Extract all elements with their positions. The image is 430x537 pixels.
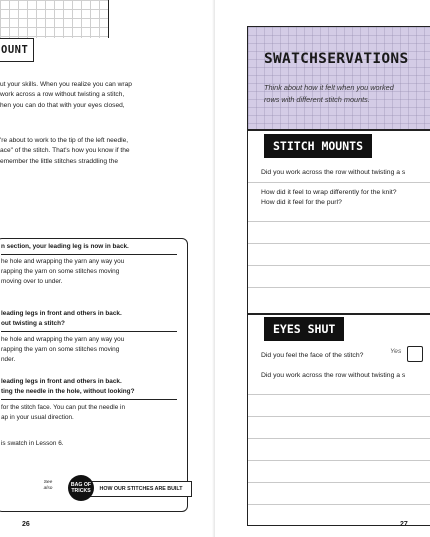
section-title-stitch-mounts: STITCH MOUNTS [264,134,372,158]
text-line: hen you can do that with your eyes closed, [0,101,125,109]
page-number: 27 [400,521,408,528]
text-line: ace" of the stitch. That's how you know if the [0,147,130,155]
graph-paper-header [0,0,109,38]
see-also-reference[interactable] [40,475,190,501]
yes-checkbox[interactable] [407,346,423,362]
text-line: ut your skills. When you realize you can wrap [0,81,132,88]
answer-line[interactable] [248,221,430,222]
title-panel [248,27,430,129]
divider [1,331,177,332]
answer-line[interactable] [248,460,430,461]
divider [248,129,430,131]
badge-line: TRICKS [71,488,91,495]
quiz-answer: nder. [1,356,16,363]
text-line: emember the little stitches straddling the [0,157,119,165]
answer-line[interactable] [248,265,430,266]
see-also-label: See also [43,480,53,491]
divider [248,313,430,315]
answer-line[interactable] [248,482,430,483]
question-text: Did you work across the row without twisting a s [261,372,406,379]
intro-paragraph-2 [0,136,200,167]
answer-line[interactable] [248,394,430,395]
subtitle-line: Think about how it felt when you worked [264,83,394,92]
quiz-question: leading legs in front and others in back. [1,310,122,317]
quiz-answer: he hole and wrapping the yarn any way you [1,258,125,265]
page-number: 26 [22,521,30,528]
divider [1,399,177,400]
question-text: How did it feel to wrap differently for the knit? [261,189,397,196]
quiz-question: ting the needle in the hole, without looking? [1,388,135,395]
reference-banner: HOW OUR STITCHES ARE BUILT [90,481,192,497]
section-heading: OUNT [0,38,34,62]
question-text: Did you work across the row without twisting a s [261,169,406,176]
question-text: Did you feel the face of the stitch? [261,352,364,359]
subtitle-line: rows with different stitch mounts. [264,94,370,104]
section-title-eyes-shut: EYES SHUT [264,317,344,341]
intro-paragraph-1 [0,80,200,111]
quiz-closing: is swatch in Lesson 6. [1,440,64,447]
quiz-answer: moving over to under. [1,278,63,285]
yes-label: Yes [390,348,402,355]
quiz-box [0,238,188,512]
badge-line: BAG OF [70,482,92,488]
quiz-answer: ap in your usual direction. [1,414,74,421]
answer-line[interactable] [248,416,430,417]
divider [1,254,177,255]
quiz-answer: rapping the yarn on some stitches moving [1,346,120,353]
worksheet-title: SWATCHSERVATIONS [264,51,409,67]
quiz-answer: he hole and wrapping the yarn any way you [1,336,125,343]
quiz-question: out twisting a stitch? [1,320,65,327]
worksheet-frame [247,26,430,526]
quiz-answer: rapping the yarn on some stitches moving [1,268,120,275]
worksheet-subtitle [264,82,430,105]
answer-line[interactable] [248,287,430,288]
answer-line[interactable] [248,243,430,244]
quiz-question: n section, your leading leg is now in back. [1,243,129,250]
bag-of-tricks-badge [68,475,94,501]
question-text: How did it feel for the purl? [261,199,342,206]
answer-line[interactable] [248,504,430,505]
quiz-answer: for the stitch face. You can put the needle in [1,404,125,411]
text-line: work across a row without twisting a stitch, [0,91,125,99]
quiz-question: leading legs in front and others in back. [1,378,122,385]
answer-line[interactable] [248,182,430,183]
right-page [215,0,430,537]
answer-line[interactable] [248,438,430,439]
text-line: 're about to work to the tip of the left needle, [0,137,129,144]
